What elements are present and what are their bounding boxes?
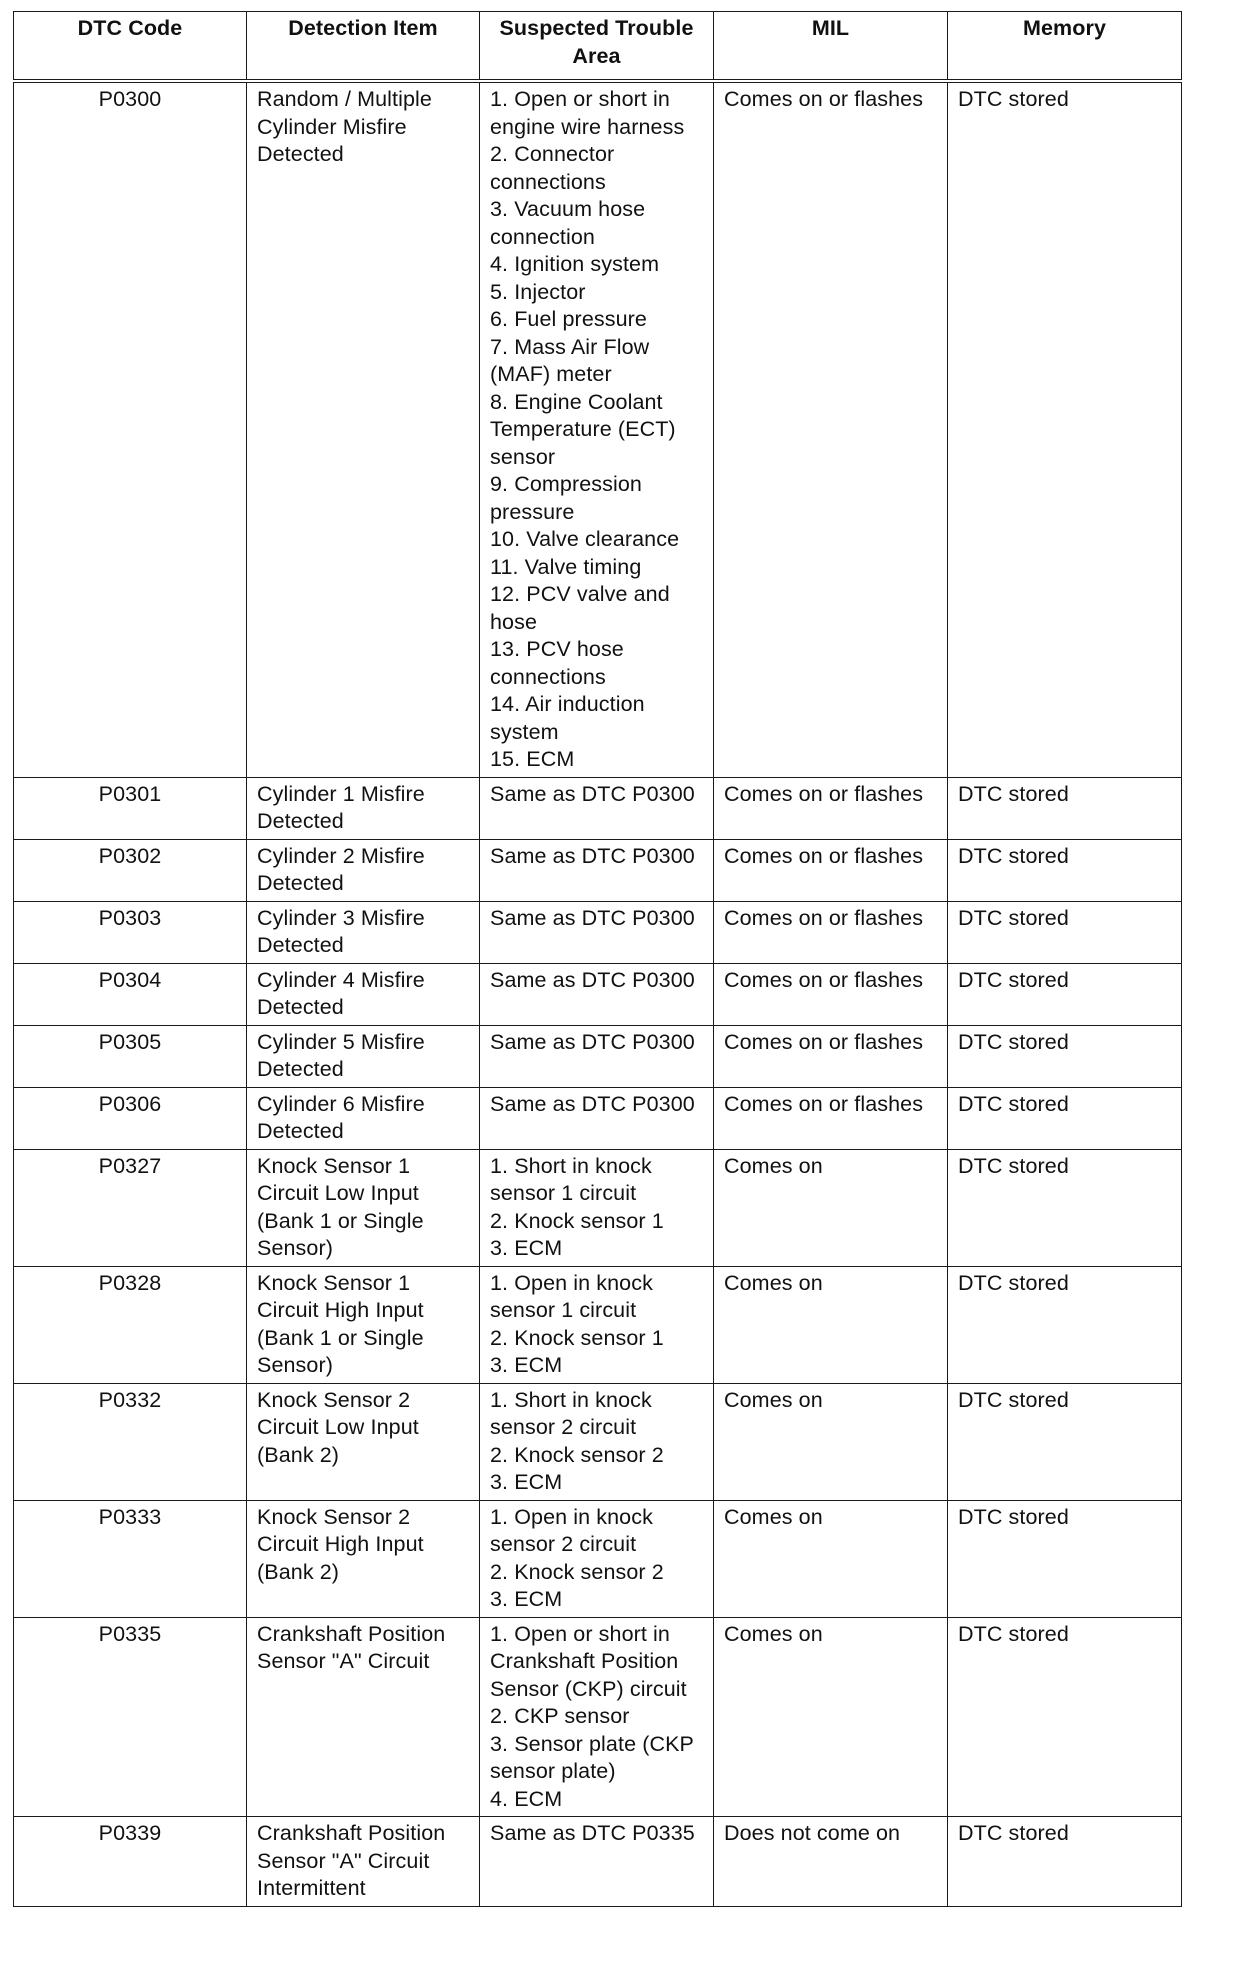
header-dtc-code: DTC Code [14,12,247,82]
mil-cell: Comes on [714,1617,948,1817]
trouble-area-item: 3. ECM [490,1353,563,1377]
memory-cell: DTC stored [948,963,1182,1025]
memory-cell: DTC stored [948,81,1182,777]
detection-item-cell: Random / Multiple Cylinder Misfire Detected [247,81,480,777]
trouble-area-item: 12. PCV valve and hose [490,582,670,634]
trouble-area-item: 14. Air induction system [490,692,645,744]
detection-item-cell: Knock Sensor 2 Circuit Low Input (Bank 2) [247,1383,480,1500]
memory-cell: DTC stored [948,839,1182,901]
table-row [14,81,1182,777]
table-header-row [14,12,1182,82]
trouble-area-item: 2. Knock sensor 2 [490,1442,664,1467]
suspected-area-cell [480,1266,714,1383]
suspected-area-cell [480,1087,714,1149]
dtc-code-cell: P0306 [14,1087,247,1149]
table-row [14,1500,1182,1617]
table-row [14,1025,1182,1087]
trouble-area-item: 5. Injector [490,279,586,304]
mil-cell: Comes on or flashes [714,839,948,901]
detection-item-cell: Crankshaft Position Sensor "A" Circuit [247,1617,480,1817]
memory-cell: DTC stored [948,1383,1182,1500]
memory-cell: DTC stored [948,1617,1182,1817]
dtc-code-cell: P0303 [14,901,247,963]
detection-item-cell: Cylinder 6 Misfire Detected [247,1087,480,1149]
suspected-area-cell [480,81,714,777]
mil-cell: Comes on [714,1266,948,1383]
mil-cell: Comes on or flashes [714,1087,948,1149]
trouble-area-item: 9. Compression pressure [490,472,642,524]
table-row [14,839,1182,901]
trouble-area-item: 2. Knock sensor 1 [490,1325,664,1350]
trouble-area-item: 1. Open or short in Crankshaft Position Sensor (CKP) circuit [490,1621,687,1701]
dtc-code-cell: P0302 [14,839,247,901]
detection-item-cell: Cylinder 5 Misfire Detected [247,1025,480,1087]
trouble-area-item: 2. Knock sensor 1 [490,1208,664,1233]
table-row [14,1817,1182,1907]
memory-cell: DTC stored [948,1025,1182,1087]
trouble-area-item: 10. Valve clearance [490,527,680,551]
suspected-area-cell [480,1817,714,1907]
trouble-area-item: 6. Fuel pressure [490,307,647,331]
trouble-area-item: 2. Connector connections [490,142,615,194]
mil-cell: Comes on [714,1149,948,1266]
trouble-area-item: 11. Valve timing [490,554,642,579]
trouble-area-item: 13. PCV hose connections [490,637,624,689]
trouble-area-item: 1. Short in knock sensor 1 circuit [490,1153,652,1205]
table-row [14,1266,1182,1383]
trouble-area-item: Same as DTC P0300 [490,1029,695,1054]
trouble-area-item: 7. Mass Air Flow (MAF) meter [490,334,650,386]
trouble-area-item: 2. CKP sensor [490,1704,630,1728]
detection-item-cell: Cylinder 2 Misfire Detected [247,839,480,901]
trouble-area-item: 3. Sensor plate (CKP sensor plate) [490,1731,694,1783]
detection-item-cell: Cylinder 1 Misfire Detected [247,777,480,839]
mil-cell: Does not come on [714,1817,948,1907]
trouble-area-item: Same as DTC P0335 [490,1821,695,1845]
trouble-area-item: 1. Short in knock sensor 2 circuit [490,1387,652,1439]
suspected-area-cell [480,1025,714,1087]
mil-cell: Comes on or flashes [714,81,948,777]
suspected-area-cell [480,777,714,839]
table-row [14,1087,1182,1149]
dtc-code-cell: P0339 [14,1817,247,1907]
table-body [14,81,1182,1906]
memory-cell: DTC stored [948,1266,1182,1383]
table-row [14,1383,1182,1500]
trouble-area-item: Same as DTC P0300 [490,843,695,868]
mil-cell: Comes on or flashes [714,777,948,839]
suspected-area-cell [480,901,714,963]
trouble-area-item: Same as DTC P0300 [490,905,695,930]
table-row [14,1149,1182,1266]
trouble-area-item: 3. ECM [490,1470,563,1494]
trouble-area-item: 4. ECM [490,1786,563,1811]
table-row [14,963,1182,1025]
detection-item-cell: Cylinder 3 Misfire Detected [247,901,480,963]
memory-cell: DTC stored [948,1500,1182,1617]
detection-item-cell: Knock Sensor 1 Circuit Low Input (Bank 1 or Single Sensor) [247,1149,480,1266]
mil-cell: Comes on or flashes [714,1025,948,1087]
trouble-area-item: Same as DTC P0300 [490,781,695,806]
dtc-table [13,11,1182,1907]
trouble-area-item: 3. ECM [490,1587,563,1611]
suspected-area-cell [480,1383,714,1500]
trouble-area-item: Same as DTC P0300 [490,1091,695,1116]
mil-cell: Comes on [714,1500,948,1617]
dtc-code-cell: P0327 [14,1149,247,1266]
table-row [14,777,1182,839]
mil-cell: Comes on [714,1383,948,1500]
detection-item-cell: Knock Sensor 2 Circuit High Input (Bank 2) [247,1500,480,1617]
trouble-area-item: 3. Vacuum hose connection [490,197,646,249]
suspected-area-cell [480,1617,714,1817]
header-suspected-trouble-area: Suspected Trouble Area [480,12,714,82]
detection-item-cell: Knock Sensor 1 Circuit High Input (Bank 1 or Single Sensor) [247,1266,480,1383]
trouble-area-item: 2. Knock sensor 2 [490,1559,664,1584]
memory-cell: DTC stored [948,1817,1182,1907]
detection-item-cell: Cylinder 4 Misfire Detected [247,963,480,1025]
trouble-area-item: 1. Open in knock sensor 2 circuit [490,1504,653,1556]
suspected-area-cell [480,1500,714,1617]
dtc-code-cell: P0335 [14,1617,247,1817]
mil-cell: Comes on or flashes [714,901,948,963]
memory-cell: DTC stored [948,777,1182,839]
memory-cell: DTC stored [948,901,1182,963]
trouble-area-item: 3. ECM [490,1236,563,1260]
table-row [14,1617,1182,1817]
dtc-code-cell: P0333 [14,1500,247,1617]
header-memory: Memory [948,12,1182,82]
dtc-code-cell: P0300 [14,81,247,777]
table-row [14,901,1182,963]
dtc-code-cell: P0301 [14,777,247,839]
dtc-code-cell: P0304 [14,963,247,1025]
suspected-area-cell [480,839,714,901]
detection-item-cell: Crankshaft Position Sensor "A" Circuit Intermittent [247,1817,480,1907]
suspected-area-cell [480,963,714,1025]
header-mil: MIL [714,12,948,82]
memory-cell: DTC stored [948,1087,1182,1149]
dtc-code-cell: P0305 [14,1025,247,1087]
mil-cell: Comes on or flashes [714,963,948,1025]
suspected-area-cell [480,1149,714,1266]
memory-cell: DTC stored [948,1149,1182,1266]
trouble-area-item: 1. Open in knock sensor 1 circuit [490,1270,653,1322]
dtc-code-cell: P0332 [14,1383,247,1500]
trouble-area-item: Same as DTC P0300 [490,967,695,992]
dtc-code-cell: P0328 [14,1266,247,1383]
header-detection-item: Detection Item [247,12,480,82]
trouble-area-item: 4. Ignition system [490,252,660,276]
trouble-area-item: 8. Engine Coolant Temperature (ECT) sensor [490,389,676,469]
trouble-area-item: 15. ECM [490,747,575,771]
trouble-area-item: 1. Open or short in engine wire harness [490,87,685,139]
